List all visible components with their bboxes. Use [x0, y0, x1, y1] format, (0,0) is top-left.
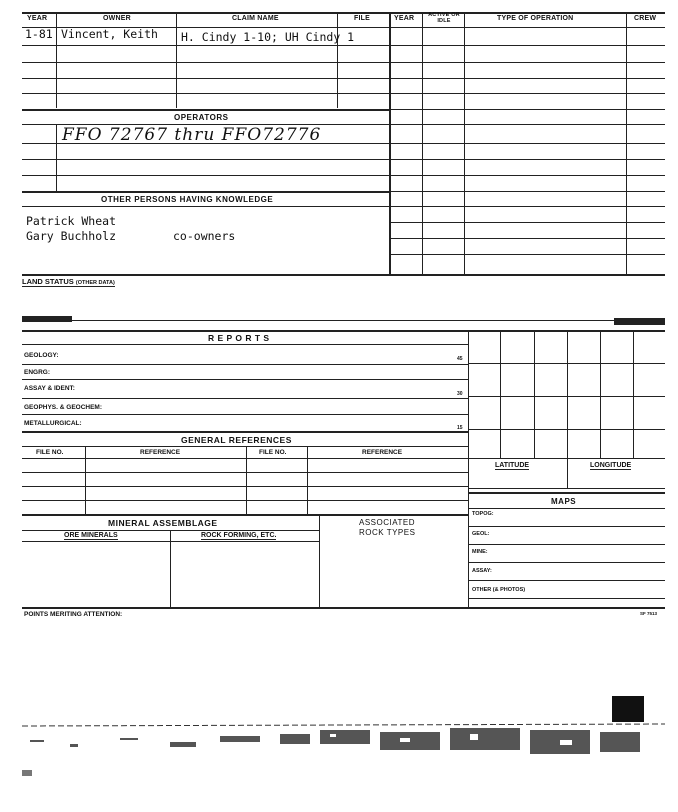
maps-other: OTHER (& PHOTOS)	[472, 587, 526, 593]
ops-header-year: YEAR	[394, 15, 415, 22]
refs-file-no-1: FILE NO.	[36, 449, 64, 456]
ops-header-crew: CREW	[634, 15, 657, 22]
header-year: YEAR	[27, 15, 48, 22]
form-number: SF 7513	[640, 611, 658, 616]
person-1: Patrick Wheat	[26, 214, 117, 228]
claim-owner: Vincent, Keith	[61, 27, 158, 41]
other-persons-title: OTHER PERSONS HAVING KNOWLEDGE	[101, 195, 274, 204]
refs-reference-1: REFERENCE	[140, 449, 181, 456]
reports-engrg: ENGRG:	[24, 369, 50, 376]
latitude-label: LATITUDE	[495, 462, 530, 469]
reports-assay: ASSAY & IDENT:	[24, 385, 75, 392]
reports-num-45: 45	[457, 356, 463, 362]
scan-mark-left	[22, 316, 72, 322]
rock-types-label: ROCK TYPES	[359, 528, 416, 537]
person-2: Gary Buchholz	[26, 229, 117, 243]
reports-geophys: GEOPHYS. & GEOCHEM:	[24, 404, 103, 411]
maps-assay: ASSAY:	[472, 568, 492, 574]
header-owner: OWNER	[103, 15, 131, 22]
refs-reference-2: REFERENCE	[362, 449, 403, 456]
points-label: POINTS MERITING ATTENTION:	[24, 611, 123, 618]
mineral-title: MINERAL ASSEMBLAGE	[108, 518, 218, 528]
ore-minerals-label: ORE MINERALS	[64, 532, 118, 539]
maps-topog: TOPOG:	[472, 511, 494, 517]
claim-name: H. Cindy 1-10; UH Cindy 1	[181, 30, 355, 44]
person-role: co-owners	[173, 229, 236, 243]
reports-num-15: 15	[457, 425, 463, 431]
operators-title: OPERATORS	[174, 113, 229, 122]
header-file: FILE	[354, 15, 370, 22]
maps-geol: GEOL:	[472, 531, 490, 537]
ops-header-type: TYPE OF OPERATION	[497, 15, 574, 22]
claim-year: 1-81	[25, 27, 53, 41]
operators-handwritten: FFO 72767 thru FFO72776	[62, 125, 322, 145]
rock-forming-label: ROCK FORMING, ETC.	[201, 532, 277, 539]
maps-title: MAPS	[551, 497, 577, 506]
header-claim-name: CLAIM NAME	[232, 15, 279, 22]
maps-mine: MINE:	[472, 549, 488, 555]
reports-title: R E P O R T S	[208, 333, 270, 343]
general-references-title: GENERAL REFERENCES	[181, 435, 292, 445]
reports-num-30: 30	[457, 391, 463, 397]
reports-metallurgical: METALLURGICAL:	[24, 420, 82, 427]
ops-header-active: ACTIVE OR IDLE	[428, 12, 460, 24]
land-status-sublabel: (OTHER DATA)	[75, 280, 115, 286]
longitude-label: LONGITUDE	[590, 462, 632, 469]
refs-file-no-2: FILE NO.	[259, 449, 287, 456]
scan-noise-graphic	[0, 690, 678, 790]
associated-label: ASSOCIATED	[359, 518, 415, 527]
land-status-label: LAND STATUS	[22, 277, 74, 286]
reports-geology: GEOLOGY:	[24, 352, 59, 359]
